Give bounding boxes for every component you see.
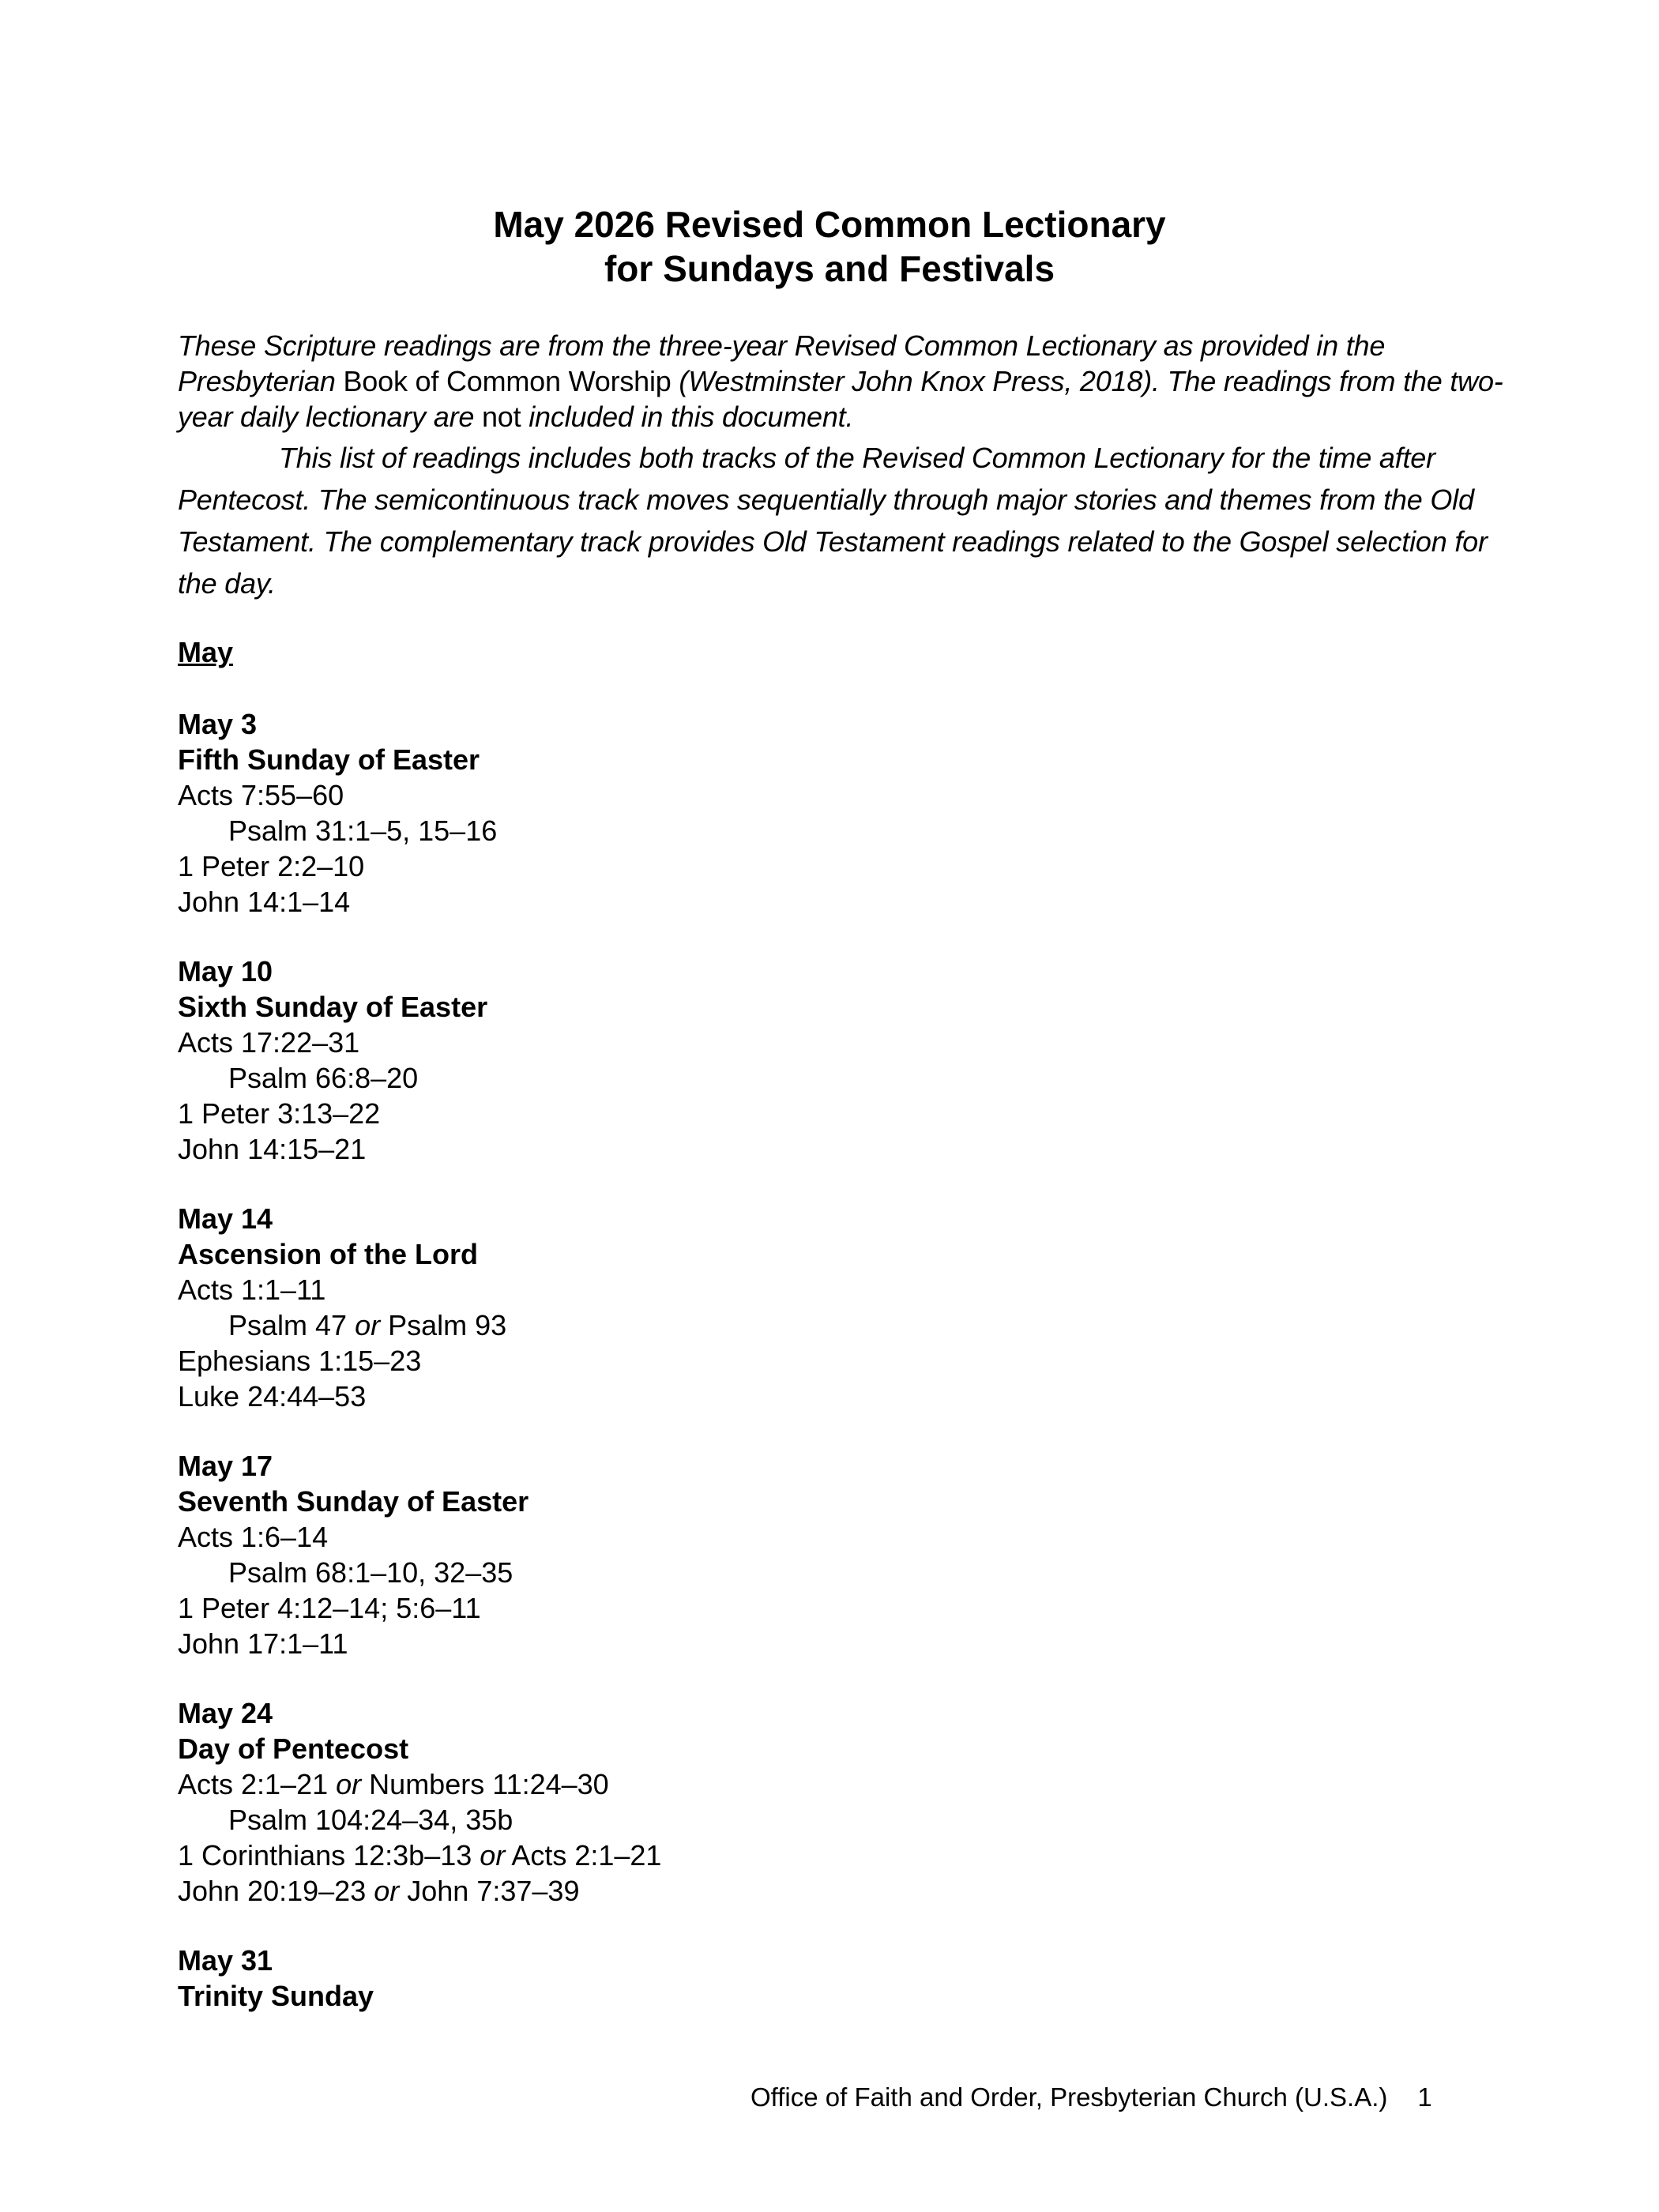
entry-first-reading: Acts 7:55–60 xyxy=(178,779,344,811)
entry-first-reading xyxy=(178,1766,1284,1802)
reading-option-b: Acts 2:1–21 xyxy=(511,1839,662,1872)
entry-date: May 3 xyxy=(178,708,258,740)
intro-not-word: not xyxy=(481,401,521,433)
section-title-may: May xyxy=(178,636,234,668)
entry-first-reading: Acts 1:6–14 xyxy=(178,1521,329,1553)
intro-text-part2: (Westminster John Knox Press, 2018). The readings from the two-year daily lectionary are xyxy=(178,365,1503,433)
lectionary-entry xyxy=(178,1448,1284,1661)
or-word: or xyxy=(336,1768,362,1800)
intro-paragraph-tracks: This list of readings includes both tracks of the Revised Common Lectionary for the time after Pentecost. The semicontinuous track moves sequentially through major stories and themes from the Old Testament. The complementary track provides Old Testament readings related to the Gospel selection for the day. xyxy=(178,442,1488,600)
entry-date: May 31 xyxy=(178,1944,273,1977)
entry-first-reading: Acts 17:22–31 xyxy=(178,1026,360,1059)
entry-name: Seventh Sunday of Easter xyxy=(178,1485,529,1518)
reading-option-b: Numbers 11:24–30 xyxy=(369,1768,609,1800)
or-word: or xyxy=(374,1875,400,1907)
entry-name: Sixth Sunday of Easter xyxy=(178,991,488,1023)
psalm-option-b: Psalm 93 xyxy=(388,1309,507,1341)
entry-date: May 17 xyxy=(178,1450,273,1482)
intro-book-title: Book of Common Worship xyxy=(343,365,672,397)
entry-date: May 10 xyxy=(178,955,273,988)
entry-gospel: Luke 24:44–53 xyxy=(178,1380,367,1413)
gospel-option-a: John 20:19–23 xyxy=(178,1875,367,1907)
entry-name: Trinity Sunday xyxy=(178,1980,374,2012)
reading-option-a: Acts 2:1–21 xyxy=(178,1768,329,1800)
entry-name: Fifth Sunday of Easter xyxy=(178,743,480,776)
lectionary-entry xyxy=(178,954,1284,1167)
entry-psalm: Psalm 66:8–20 xyxy=(228,1062,419,1094)
entry-psalm: Psalm 104:24–34, 35b xyxy=(228,1804,514,1836)
lectionary-entry xyxy=(178,1943,1284,2014)
entry-second-reading: 1 Peter 4:12–14; 5:6–11 xyxy=(178,1592,481,1624)
document-title-line1: May 2026 Revised Common Lectionary xyxy=(493,204,1166,245)
entry-date: May 14 xyxy=(178,1202,273,1235)
entry-gospel: John 14:15–21 xyxy=(178,1133,367,1165)
document-title-line2: for Sundays and Festivals xyxy=(604,248,1055,289)
entry-psalm xyxy=(178,1307,1284,1343)
footer-text: Office of Faith and Order, Presbyterian Church (U.S.A.) xyxy=(750,2082,1388,2112)
entry-psalm: Psalm 68:1–10, 32–35 xyxy=(228,1556,514,1589)
page-number: 1 xyxy=(1417,2082,1432,2112)
psalm-option-a: Psalm 47 xyxy=(228,1309,348,1341)
entry-gospel xyxy=(178,1873,1284,1909)
lectionary-entry xyxy=(178,706,1284,920)
intro-paragraph xyxy=(178,328,1505,434)
entry-first-reading: Acts 1:1–11 xyxy=(178,1273,326,1306)
entry-second-reading: Ephesians 1:15–23 xyxy=(178,1345,422,1377)
entry-gospel: John 14:1–14 xyxy=(178,886,351,918)
entry-date: May 24 xyxy=(178,1697,273,1729)
reading-option-a: 1 Corinthians 12:3b–13 xyxy=(178,1839,472,1872)
lectionary-entry xyxy=(178,1201,1284,1414)
page-footer xyxy=(750,2081,1432,2114)
gospel-option-b: John 7:37–39 xyxy=(407,1875,580,1907)
intro-text-part3: included in this document. xyxy=(521,401,854,433)
entry-gospel: John 17:1–11 xyxy=(178,1627,348,1660)
lectionary-entry xyxy=(178,1695,1284,1909)
or-word: or xyxy=(355,1309,381,1341)
entry-second-reading: 1 Peter 2:2–10 xyxy=(178,850,365,882)
entry-second-reading xyxy=(178,1838,1284,1873)
entry-name: Day of Pentecost xyxy=(178,1732,409,1765)
entry-name: Ascension of the Lord xyxy=(178,1238,479,1270)
or-word: or xyxy=(480,1839,506,1872)
intro-text-part1: These Scripture readings are from the three-year Revised Common Lectionary as provided in the Presbyterian xyxy=(178,329,1386,397)
entry-psalm: Psalm 31:1–5, 15–16 xyxy=(228,814,498,847)
entry-second-reading: 1 Peter 3:13–22 xyxy=(178,1097,381,1130)
